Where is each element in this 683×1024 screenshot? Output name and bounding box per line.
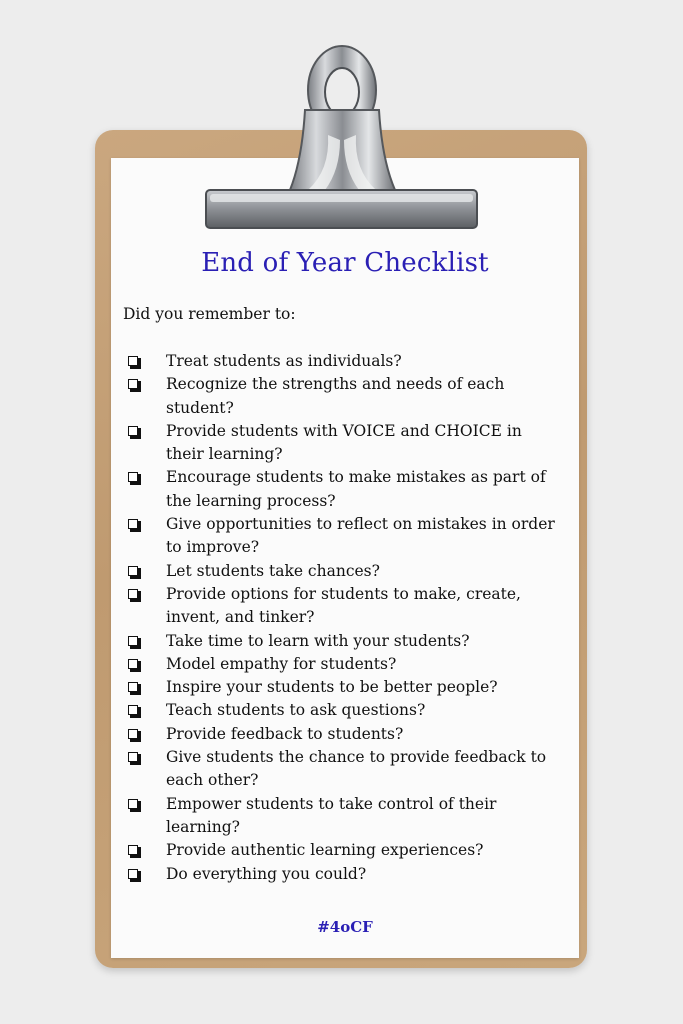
checklist-item [122, 630, 562, 653]
checklist-item-text: Model empathy for students? [166, 654, 397, 673]
checklist-item-text: Give opportunities to reflect on mistakes in order to improve? [166, 515, 555, 557]
checkbox-icon[interactable] [128, 589, 138, 599]
checkbox-icon[interactable] [128, 729, 138, 739]
checkbox-icon[interactable] [128, 519, 138, 529]
checklist-item-text: Treat students as individuals? [166, 352, 402, 370]
checklist-item-text: Provide feedback to students? [166, 724, 404, 743]
checklist-intro: Did you remember to: [123, 305, 296, 323]
checklist-item [122, 420, 562, 467]
checklist-item-text: Empower students to take control of their learning? [166, 794, 497, 836]
hashtag: #4oCF [317, 918, 373, 936]
checklist-item-text: Provide options for students to make, create, invent, and tinker? [166, 584, 521, 627]
checklist-item [122, 560, 562, 583]
checklist-item [122, 653, 562, 676]
checklist-item-text: Recognize the strengths and needs of each student? [166, 375, 505, 417]
checklist [122, 350, 562, 886]
checkbox-icon[interactable] [128, 799, 138, 809]
checkbox-icon[interactable] [128, 845, 138, 855]
checkbox-icon[interactable] [128, 426, 138, 436]
checklist-item-text: Give students the chance to provide feedback to each other? [166, 748, 547, 790]
checklist-item [122, 676, 562, 699]
checklist-item-text: Let students take chances? [166, 561, 380, 580]
binder-clip-icon [190, 40, 493, 240]
checklist-item [122, 863, 562, 886]
checklist-item-text: Inspire your students to be better people? [166, 678, 498, 697]
checkbox-icon[interactable] [128, 379, 138, 389]
checklist-title: End of Year Checklist [201, 248, 489, 278]
checklist-item [122, 746, 562, 793]
checkbox-icon[interactable] [128, 636, 138, 646]
checklist-item-text: Encourage students to make mistakes as part of the learning process? [166, 468, 546, 510]
checklist-item [122, 839, 562, 862]
checklist-item [122, 373, 562, 420]
checkbox-icon[interactable] [128, 659, 138, 669]
checklist-item [122, 793, 562, 840]
checklist-item-text: Take time to learn with your students? [166, 631, 470, 650]
checkbox-icon[interactable] [128, 472, 138, 482]
checklist-item-text: Teach students to ask questions? [166, 701, 426, 720]
checkbox-icon[interactable] [128, 869, 138, 879]
checklist-item [122, 583, 562, 630]
checklist-item [122, 350, 562, 373]
checklist-item [122, 699, 562, 722]
checklist-item-text: Provide authentic learning experiences? [166, 841, 484, 860]
checklist-item-text: Do everything you could? [166, 864, 367, 883]
checkbox-icon[interactable] [128, 705, 138, 715]
checkbox-icon[interactable] [128, 682, 138, 692]
checkbox-icon[interactable] [128, 566, 138, 576]
checkbox-icon[interactable] [128, 752, 138, 762]
checklist-item-text: Provide students with VOICE and CHOICE in their learning? [166, 421, 522, 464]
checklist-item [122, 466, 562, 513]
checklist-item [122, 513, 562, 560]
checkbox-icon[interactable] [128, 356, 138, 366]
checklist-item [122, 723, 562, 746]
